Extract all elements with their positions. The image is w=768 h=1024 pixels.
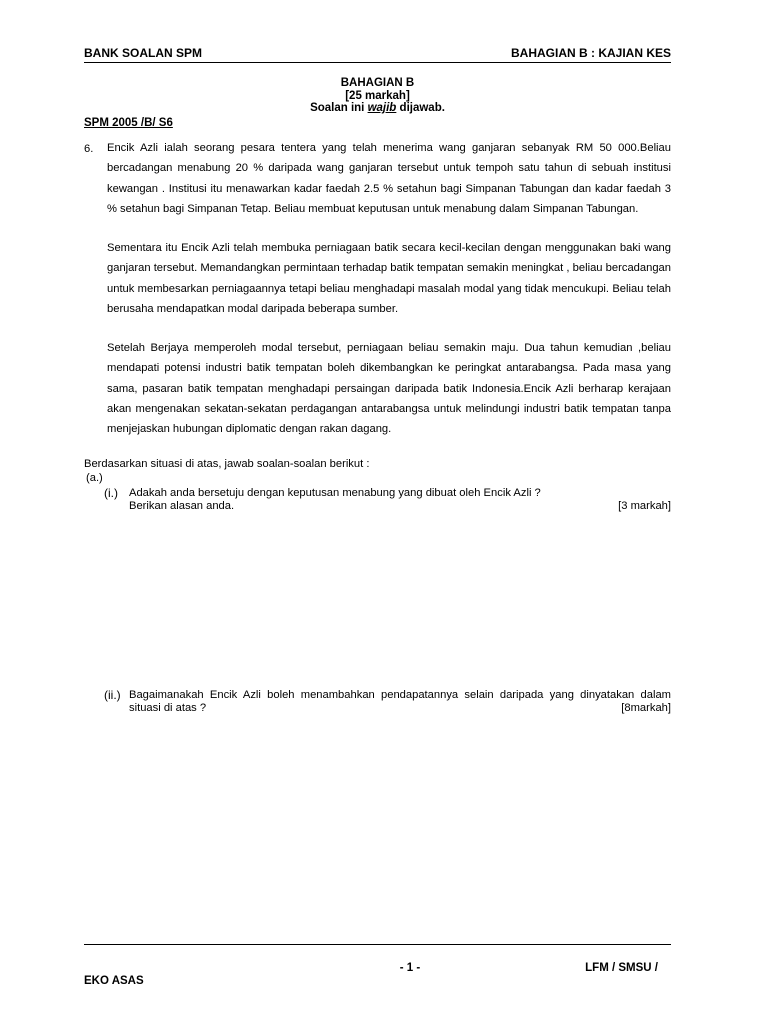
case-paragraph-1: Encik Azli ialah seorang pesara tentera yang telah menerima wang ganjaran sebanyak RM 50 000.Beliau bercadangan menabung 20 % daripada wang ganjaran tersebut untuk tempoh satu tahun di sebuah institusi kewangan . Institusi itu menawarkan kadar faedah 2.5 % setahun bagi Simpanan Tabungan dan kadar faedah 3 % setahun bagi Simpanan Tetap. Beliau membuat keputusan untuk menabung dalam Simpanan Tabungan. — [107, 142, 671, 215]
section-marks: [25 markah] — [345, 90, 410, 102]
header-left: BANK SOALAN SPM — [84, 46, 203, 60]
instruction-post: dijawab. — [396, 102, 445, 114]
part-a-label: (a.) — [86, 472, 103, 484]
footer-left: EKO ASAS — [84, 975, 144, 987]
section-instruction — [84, 102, 671, 114]
question-ii-line1: Bagaimanakah Encik Azli boleh menambahkan pendapatannya selain daripada yang dinyatakan dalam — [129, 689, 671, 701]
question-number: 6. — [84, 143, 94, 155]
case-paragraph-2: Sementara itu Encik Azli telah membuka perniagaan batik secara kecil-kecilan dengan menggunakan baki wang ganjaran tersebut. Memandangkan permintaan terhadap batik tempatan semakin meningkat , beliau bercadangan untuk membesarkan perniagaannya tetapi beliau menghadapi masalah modal yang tidak mencukupi. Beliau telah berusaha mendapatkan modal daripada beberapa sumber. — [107, 242, 671, 315]
header-rule — [84, 62, 671, 63]
question-ii-label: (ii.) — [104, 688, 121, 702]
footer-right: LFM / SMSU / — [585, 962, 658, 974]
question-ii-marks: [8markah] — [621, 702, 671, 714]
section-title: BAHAGIAN B — [340, 77, 415, 89]
question-ii-line2: situasi di atas ? — [129, 702, 207, 714]
instruction-pre: Soalan ini — [310, 102, 368, 114]
source-label: SPM 2005 /B/ S6 — [84, 117, 173, 129]
header-right: BAHAGIAN B : KAJIAN KES — [510, 46, 671, 60]
page-number: - 1 - — [399, 962, 421, 974]
instruction-emphasis: wajib — [367, 102, 397, 114]
case-paragraph-3: Setelah Berjaya memperoleh modal tersebut, perniagaan beliau semakin maju. Dua tahun kemudian ,beliau mendapati potensi industri batik tempatan boleh dikembangkan ke peringkat antarabangsa. Pada masa yang sama, pasaran batik tempatan menghadapi persaingan daripada batik Indonesia.Encik Azli berharap kerajaan akan mengenakan sekatan-sekatan perdagangan antarabangsa untuk melindungi industri batik tempatan tanpa menjejaskan hubungan diplomatic dengan rakan dagang. — [107, 342, 671, 436]
question-i-line2: Berikan alasan anda. — [129, 500, 235, 512]
question-i-label: (i.) — [104, 486, 118, 500]
question-i-marks: [3 markah] — [618, 500, 671, 512]
question-i-line1: Adakah anda bersetuju dengan keputusan menabung yang dibuat oleh Encik Azli ? — [129, 487, 541, 499]
footer-rule — [84, 944, 671, 945]
questions-intro: Berdasarkan situasi di atas, jawab soalan-soalan berikut : — [84, 458, 370, 470]
